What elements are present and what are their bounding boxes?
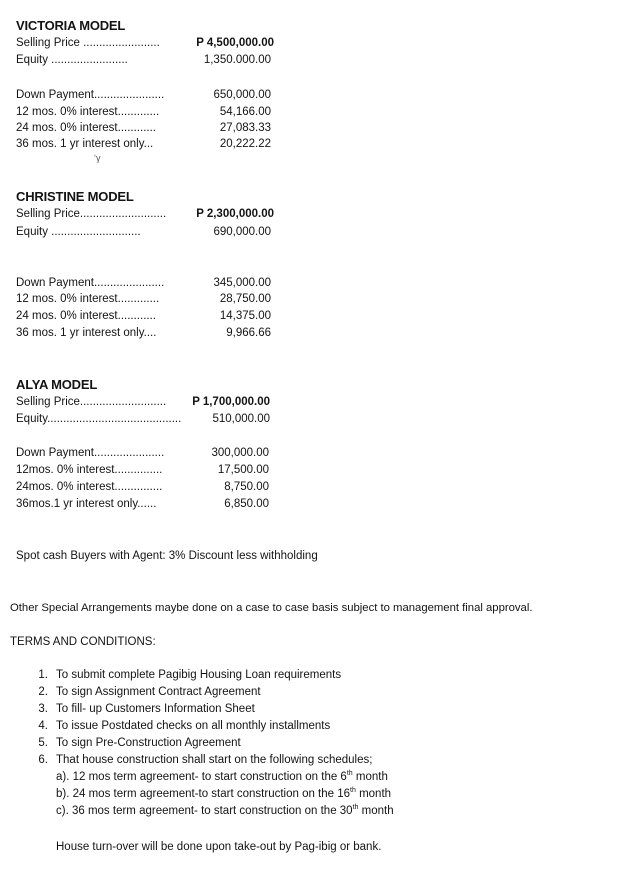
row-label: Selling Price........................... xyxy=(16,208,167,220)
row-value: 8,750.00 xyxy=(224,481,269,493)
row-label: Equity.......................................... xyxy=(16,413,182,425)
list-item xyxy=(32,703,394,720)
list-item-text: That house construction shall start on the following schedules; xyxy=(56,754,373,766)
row-value: 650,000.00 xyxy=(213,89,271,101)
row-value: 27,083.33 xyxy=(219,122,271,134)
schedule-suffix: month xyxy=(358,805,394,817)
row-value: 54,166.00 xyxy=(219,106,271,118)
row-label: 12mos. 0% interest............... xyxy=(16,464,163,476)
schedule-text: a). 12 mos term agreement- to start construction on the 6 xyxy=(56,771,347,783)
victoria-down-payment-row xyxy=(16,89,286,105)
victoria-12mos-row xyxy=(16,106,286,122)
row-value: P 1,700,000.00 xyxy=(192,396,270,408)
victoria-24mos-row xyxy=(16,122,286,138)
christine-12mos-row xyxy=(16,293,286,309)
alya-down-payment-row xyxy=(16,447,286,463)
row-label: 36mos.1 yr interest only...... xyxy=(16,498,157,510)
row-value: 14,375.00 xyxy=(219,310,271,322)
list-item-number: 2. xyxy=(38,686,48,698)
victoria-36mos-row xyxy=(16,138,286,154)
row-value: 6,850.00 xyxy=(224,498,269,510)
row-label: 24 mos. 0% interest............ xyxy=(16,122,156,134)
row-value: 28,750.00 xyxy=(219,293,271,305)
alya-24mos-row xyxy=(16,481,286,497)
victoria-equity-row xyxy=(16,54,286,70)
row-label: 12 mos. 0% interest............. xyxy=(16,293,160,305)
row-label: Down Payment...................... xyxy=(16,277,165,289)
terms-list xyxy=(32,669,394,822)
list-item-number: 6. xyxy=(38,754,48,766)
christine-equity-row xyxy=(16,226,286,242)
row-label: Equity ........................ xyxy=(16,54,128,66)
row-value: 345,000.00 xyxy=(213,277,271,289)
spot-cash-note: Spot cash Buyers with Agent: 3% Discount less withholding xyxy=(16,550,318,562)
victoria-selling-price-row xyxy=(16,37,286,53)
alya-36mos-row xyxy=(16,498,286,514)
row-value: 17,500.00 xyxy=(217,464,269,476)
list-item xyxy=(32,669,394,686)
schedule-item xyxy=(32,771,394,788)
row-label: Selling Price........................... xyxy=(16,396,167,408)
list-item-number: 3. xyxy=(38,703,48,715)
list-item-number: 1. xyxy=(38,669,48,681)
row-label: Selling Price ........................ xyxy=(16,37,160,49)
row-label: 24 mos. 0% interest............ xyxy=(16,310,156,322)
list-item-number: 4. xyxy=(38,720,48,732)
schedule-text: b). 24 mos term agreement-to start construction on the 16 xyxy=(56,788,351,800)
row-label: Equity ............................ xyxy=(16,226,141,238)
christine-24mos-row xyxy=(16,310,286,326)
christine-36mos-row xyxy=(16,327,286,343)
list-item-text: To sign Assignment Contract Agreement xyxy=(56,686,261,698)
alya-12mos-row xyxy=(16,464,286,480)
turnover-note: House turn-over will be done upon take-out by Pag-ibig or bank. xyxy=(56,841,382,853)
stray-pen-mark-icon: ‘γ xyxy=(94,153,101,163)
terms-title: TERMS AND CONDITIONS: xyxy=(10,636,156,648)
schedule-ordinal: th xyxy=(352,804,359,811)
list-item-text: To sign Pre-Construction Agreement xyxy=(56,737,241,749)
list-item xyxy=(32,737,394,754)
row-label: 24mos. 0% interest............... xyxy=(16,481,163,493)
row-label: 36 mos. 1 yr interest only... xyxy=(16,138,154,150)
row-value: P 2,300,000.00 xyxy=(196,208,274,220)
schedule-suffix: month xyxy=(352,771,388,783)
victoria-model-title: VICTORIA MODEL xyxy=(16,18,126,33)
alya-selling-price-row xyxy=(16,396,286,412)
schedule-ordinal: th xyxy=(350,787,356,794)
christine-down-payment-row xyxy=(16,277,286,293)
special-arrangements-note: Other Special Arrangements maybe done on a case to case basis subject to management final approval. xyxy=(10,602,533,614)
alya-equity-row xyxy=(16,413,286,429)
schedule-suffix: month xyxy=(355,788,392,800)
alya-model-title: ALYA MODEL xyxy=(16,377,98,392)
schedule-item xyxy=(32,805,394,822)
row-value: 510,000.00 xyxy=(212,413,270,425)
schedule-ordinal: th xyxy=(346,770,353,777)
list-item-text: To submit complete Pagibig Housing Loan requirements xyxy=(56,669,342,681)
row-label: 36 mos. 1 yr interest only.... xyxy=(16,327,157,339)
list-item-number: 5. xyxy=(38,737,48,749)
row-value: 300,000.00 xyxy=(211,447,269,459)
row-label: Down Payment...................... xyxy=(16,89,165,101)
list-item-text: To fill- up Customers Information Sheet xyxy=(56,703,255,715)
row-value: 20,222.22 xyxy=(219,138,271,150)
row-label: 12 mos. 0% interest............. xyxy=(16,106,160,118)
row-value: 9,966.66 xyxy=(226,327,271,339)
row-label: Down Payment...................... xyxy=(16,447,165,459)
row-value: 690,000.00 xyxy=(213,226,271,238)
list-item xyxy=(32,720,394,737)
list-item xyxy=(32,686,394,703)
christine-model-title: CHRISTINE MODEL xyxy=(16,189,134,204)
list-item-text: To issue Postdated checks on all monthly installments xyxy=(56,720,331,732)
row-value: P 4,500,000.00 xyxy=(196,37,274,49)
schedule-text: c). 36 mos term agreement- to start construction on the 30 xyxy=(56,805,353,817)
schedule-item xyxy=(32,788,394,805)
christine-selling-price-row xyxy=(16,208,286,224)
list-item xyxy=(32,754,394,771)
row-value: 1,350.000.00 xyxy=(203,54,271,66)
